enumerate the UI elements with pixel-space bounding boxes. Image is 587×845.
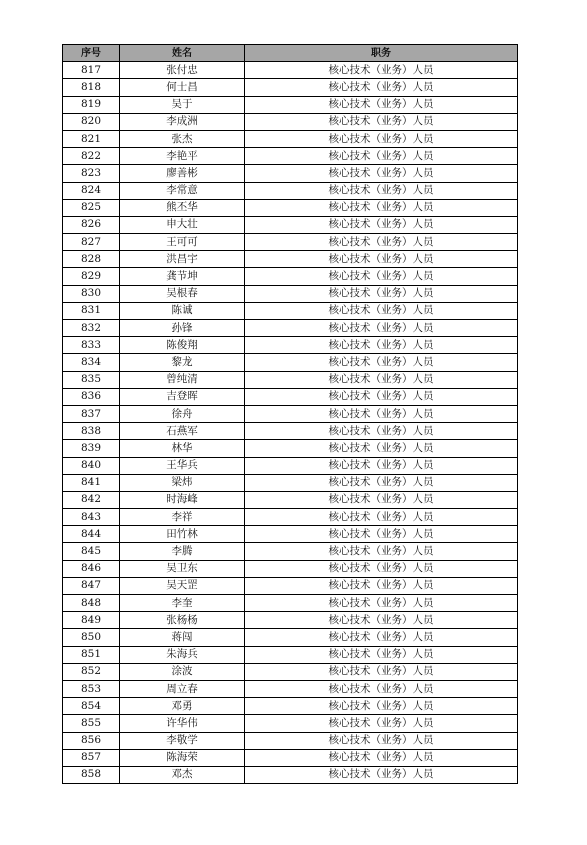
cell-no: 835 — [63, 371, 120, 388]
cell-no: 833 — [63, 337, 120, 354]
cell-title: 核心技术（业务）人员 — [245, 337, 518, 354]
cell-name: 李腾 — [120, 543, 245, 560]
table-row — [63, 749, 518, 766]
cell-title: 核心技术（业务）人员 — [245, 577, 518, 594]
table-row — [63, 732, 518, 749]
cell-title: 核心技术（业务）人员 — [245, 388, 518, 405]
cell-no: 842 — [63, 491, 120, 508]
cell-no: 855 — [63, 715, 120, 732]
cell-name: 龚节坤 — [120, 268, 245, 285]
table-row — [63, 646, 518, 663]
cell-title: 核心技术（业务）人员 — [245, 526, 518, 543]
cell-name: 吴卫东 — [120, 560, 245, 577]
cell-title: 核心技术（业务）人员 — [245, 595, 518, 612]
header-row — [63, 45, 518, 62]
cell-name: 吴天罡 — [120, 577, 245, 594]
cell-name: 陈俊翔 — [120, 337, 245, 354]
cell-no: 847 — [63, 577, 120, 594]
table-row — [63, 766, 518, 783]
cell-name: 周立春 — [120, 680, 245, 697]
cell-title: 核心技术（业务）人员 — [245, 405, 518, 422]
cell-name: 吉登晖 — [120, 388, 245, 405]
table-row — [63, 457, 518, 474]
table-row — [63, 148, 518, 165]
table-row — [63, 629, 518, 646]
cell-no: 854 — [63, 698, 120, 715]
cell-no: 839 — [63, 440, 120, 457]
table-row — [63, 62, 518, 79]
cell-title: 核心技术（业务）人员 — [245, 474, 518, 491]
cell-name: 李奎 — [120, 595, 245, 612]
table-row — [63, 509, 518, 526]
cell-no: 843 — [63, 509, 120, 526]
cell-no: 820 — [63, 113, 120, 130]
cell-name: 黎龙 — [120, 354, 245, 371]
cell-no: 850 — [63, 629, 120, 646]
cell-title: 核心技术（业务）人员 — [245, 320, 518, 337]
cell-name: 熊丕华 — [120, 199, 245, 216]
cell-title: 核心技术（业务）人员 — [245, 354, 518, 371]
cell-no: 848 — [63, 595, 120, 612]
cell-name: 许华伟 — [120, 715, 245, 732]
cell-no: 817 — [63, 62, 120, 79]
table-row — [63, 680, 518, 697]
cell-name: 李成洲 — [120, 113, 245, 130]
cell-title: 核心技术（业务）人员 — [245, 182, 518, 199]
cell-title: 核心技术（业务）人员 — [245, 234, 518, 251]
cell-title: 核心技术（业务）人员 — [245, 732, 518, 749]
cell-title: 核心技术（业务）人员 — [245, 148, 518, 165]
cell-title: 核心技术（业务）人员 — [245, 62, 518, 79]
cell-no: 827 — [63, 234, 120, 251]
cell-title: 核心技术（业务）人员 — [245, 646, 518, 663]
table-row — [63, 302, 518, 319]
table-row — [63, 715, 518, 732]
cell-title: 核心技术（业务）人员 — [245, 371, 518, 388]
table-row — [63, 130, 518, 147]
cell-no: 836 — [63, 388, 120, 405]
cell-title: 核心技术（业务）人员 — [245, 680, 518, 697]
header-name: 姓名 — [120, 45, 245, 62]
table-row — [63, 199, 518, 216]
table-row — [63, 612, 518, 629]
cell-no: 844 — [63, 526, 120, 543]
cell-title: 核心技术（业务）人员 — [245, 629, 518, 646]
cell-title: 核心技术（业务）人员 — [245, 199, 518, 216]
cell-no: 821 — [63, 130, 120, 147]
cell-title: 核心技术（业务）人员 — [245, 509, 518, 526]
table-row — [63, 113, 518, 130]
cell-name: 邓勇 — [120, 698, 245, 715]
table-body — [63, 62, 518, 784]
table-row — [63, 595, 518, 612]
table-row — [63, 79, 518, 96]
cell-title: 核心技术（业务）人员 — [245, 766, 518, 783]
cell-title: 核心技术（业务）人员 — [245, 457, 518, 474]
cell-title: 核心技术（业务）人员 — [245, 251, 518, 268]
table-row — [63, 354, 518, 371]
cell-name: 孙锋 — [120, 320, 245, 337]
cell-no: 838 — [63, 423, 120, 440]
table-row — [63, 216, 518, 233]
cell-name: 陈海荣 — [120, 749, 245, 766]
cell-name: 廖善彬 — [120, 165, 245, 182]
cell-name: 曾纯清 — [120, 371, 245, 388]
table-row — [63, 405, 518, 422]
cell-no: 849 — [63, 612, 120, 629]
cell-no: 858 — [63, 766, 120, 783]
cell-name: 田竹林 — [120, 526, 245, 543]
cell-title: 核心技术（业务）人员 — [245, 216, 518, 233]
table-row — [63, 182, 518, 199]
cell-title: 核心技术（业务）人员 — [245, 491, 518, 508]
cell-no: 837 — [63, 405, 120, 422]
table-row — [63, 234, 518, 251]
table-row — [63, 491, 518, 508]
cell-no: 829 — [63, 268, 120, 285]
table-row — [63, 526, 518, 543]
cell-no: 846 — [63, 560, 120, 577]
cell-title: 核心技术（业务）人员 — [245, 130, 518, 147]
cell-name: 梁炜 — [120, 474, 245, 491]
cell-title: 核心技术（业务）人员 — [245, 698, 518, 715]
cell-no: 830 — [63, 285, 120, 302]
cell-no: 826 — [63, 216, 120, 233]
cell-title: 核心技术（业务）人员 — [245, 543, 518, 560]
table-header — [63, 45, 518, 62]
table-row — [63, 543, 518, 560]
table-row — [63, 440, 518, 457]
cell-name: 张杨杨 — [120, 612, 245, 629]
cell-name: 吴于 — [120, 96, 245, 113]
header-title: 职务 — [245, 45, 518, 62]
header-no: 序号 — [63, 45, 120, 62]
cell-no: 852 — [63, 663, 120, 680]
cell-title: 核心技术（业务）人员 — [245, 302, 518, 319]
cell-no: 853 — [63, 680, 120, 697]
cell-no: 851 — [63, 646, 120, 663]
cell-no: 840 — [63, 457, 120, 474]
table-row — [63, 96, 518, 113]
cell-title: 核心技术（业务）人员 — [245, 440, 518, 457]
cell-name: 朱海兵 — [120, 646, 245, 663]
table-row — [63, 577, 518, 594]
cell-name: 李艳平 — [120, 148, 245, 165]
cell-name: 石燕军 — [120, 423, 245, 440]
cell-name: 吴根春 — [120, 285, 245, 302]
table-row — [63, 388, 518, 405]
cell-name: 李常意 — [120, 182, 245, 199]
cell-title: 核心技术（业务）人员 — [245, 113, 518, 130]
cell-name: 王华兵 — [120, 457, 245, 474]
cell-no: 845 — [63, 543, 120, 560]
cell-name: 何士昌 — [120, 79, 245, 96]
cell-title: 核心技术（业务）人员 — [245, 79, 518, 96]
cell-title: 核心技术（业务）人员 — [245, 560, 518, 577]
cell-name: 蒋闯 — [120, 629, 245, 646]
cell-name: 涂波 — [120, 663, 245, 680]
personnel-table — [62, 44, 518, 784]
cell-no: 841 — [63, 474, 120, 491]
cell-name: 时海峰 — [120, 491, 245, 508]
cell-no: 834 — [63, 354, 120, 371]
cell-name: 李祥 — [120, 509, 245, 526]
table-row — [63, 337, 518, 354]
cell-no: 818 — [63, 79, 120, 96]
cell-no: 823 — [63, 165, 120, 182]
cell-title: 核心技术（业务）人员 — [245, 285, 518, 302]
cell-name: 申大壮 — [120, 216, 245, 233]
table-row — [63, 560, 518, 577]
cell-no: 857 — [63, 749, 120, 766]
cell-title: 核心技术（业务）人员 — [245, 165, 518, 182]
table-row — [63, 371, 518, 388]
table-row — [63, 251, 518, 268]
cell-no: 824 — [63, 182, 120, 199]
cell-title: 核心技术（业务）人员 — [245, 612, 518, 629]
cell-title: 核心技术（业务）人员 — [245, 96, 518, 113]
cell-name: 林华 — [120, 440, 245, 457]
cell-no: 828 — [63, 251, 120, 268]
cell-name: 李敬学 — [120, 732, 245, 749]
cell-title: 核心技术（业务）人员 — [245, 663, 518, 680]
cell-no: 822 — [63, 148, 120, 165]
cell-title: 核心技术（业务）人员 — [245, 749, 518, 766]
table-row — [63, 320, 518, 337]
cell-no: 831 — [63, 302, 120, 319]
table-row — [63, 663, 518, 680]
cell-title: 核心技术（业务）人员 — [245, 268, 518, 285]
cell-title: 核心技术（业务）人员 — [245, 423, 518, 440]
cell-name: 张付忠 — [120, 62, 245, 79]
cell-name: 王可可 — [120, 234, 245, 251]
cell-name: 洪昌宇 — [120, 251, 245, 268]
cell-no: 825 — [63, 199, 120, 216]
cell-title: 核心技术（业务）人员 — [245, 715, 518, 732]
table-row — [63, 423, 518, 440]
table-row — [63, 268, 518, 285]
table-row — [63, 698, 518, 715]
cell-no: 819 — [63, 96, 120, 113]
cell-name: 陈诚 — [120, 302, 245, 319]
table-row — [63, 474, 518, 491]
cell-no: 856 — [63, 732, 120, 749]
cell-name: 张杰 — [120, 130, 245, 147]
cell-name: 徐舟 — [120, 405, 245, 422]
table-row — [63, 285, 518, 302]
cell-no: 832 — [63, 320, 120, 337]
table-row — [63, 165, 518, 182]
cell-name: 邓杰 — [120, 766, 245, 783]
